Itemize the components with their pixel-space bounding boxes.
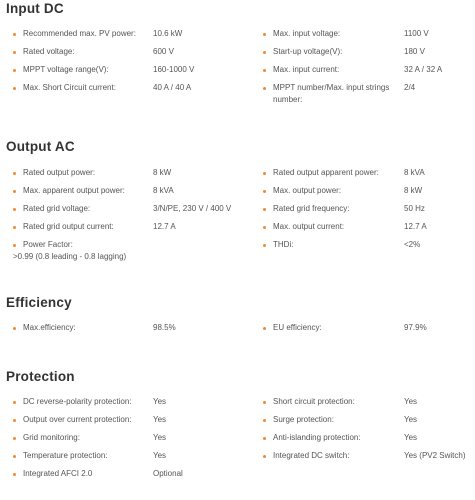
spec-value: 3/N/PE, 230 V / 400 V	[153, 204, 232, 213]
spec-label: Anti-islanding protection:	[273, 433, 361, 442]
bullet-icon	[13, 33, 16, 36]
spec-label: Integrated DC switch:	[273, 451, 350, 460]
section-title: Efficiency	[6, 295, 72, 310]
spec-value: Yes	[153, 451, 167, 460]
bullet-icon	[263, 419, 266, 422]
bullet-icon	[263, 455, 266, 458]
spec-label: Power Factor:	[23, 240, 73, 249]
spec-label: Surge protection:	[273, 415, 334, 424]
spec-label: EU efficiency:	[273, 323, 322, 332]
spec-value: 40 A / 40 A	[153, 83, 192, 92]
bullet-icon	[13, 455, 16, 458]
spec-label: MPPT voltage range(V):	[23, 65, 109, 74]
spec-value: 1100 V	[404, 29, 429, 38]
spec-label: Rated voltage:	[23, 47, 75, 56]
spec-value: 50 Hz	[404, 204, 425, 213]
spec-label: Rated grid output current:	[23, 222, 114, 231]
spec-label: Short circuit protection:	[273, 397, 355, 406]
spec-value: 32 A / 32 A	[404, 65, 443, 74]
spec-label: MPPT number/Max. input strings number:	[273, 83, 390, 104]
section-title: Output AC	[6, 139, 75, 154]
section-title: Protection	[6, 369, 75, 384]
bullet-icon	[13, 327, 16, 330]
spec-label: Max. input voltage:	[273, 29, 341, 38]
spec-value: Yes	[153, 397, 167, 406]
spec-value: 8 kVA	[153, 186, 174, 195]
spec-label: Rated output apparent power:	[273, 168, 379, 177]
spec-label: DC reverse-polarity protection:	[23, 397, 132, 406]
bullet-icon	[13, 87, 16, 90]
bullet-icon	[263, 244, 266, 247]
spec-label: Output over current protection:	[23, 415, 132, 424]
spec-value: Optional	[153, 469, 183, 478]
spec-value: Yes	[404, 415, 418, 424]
spec-value: 2/4	[404, 83, 416, 92]
spec-value: 10.6 kW	[153, 29, 183, 38]
spec-label: Rated output power:	[23, 168, 96, 177]
spec-value: 180 V	[404, 47, 425, 56]
spec-label: Max. output current:	[273, 222, 345, 231]
bullet-icon	[13, 208, 16, 211]
bullet-icon	[13, 69, 16, 72]
spec-value: <2%	[404, 240, 421, 249]
bullet-icon	[13, 401, 16, 404]
spec-value: >0.99 (0.8 leading - 0.8 lagging)	[13, 252, 127, 261]
bullet-icon	[13, 473, 16, 476]
bullet-icon	[263, 172, 266, 175]
spec-value: Yes	[153, 415, 167, 424]
bullet-icon	[13, 244, 16, 247]
bullet-icon	[263, 51, 266, 54]
bullet-icon	[13, 437, 16, 440]
spec-label: THDi:	[273, 240, 294, 249]
bullet-icon	[263, 87, 266, 90]
bullet-icon	[263, 190, 266, 193]
bullet-icon	[263, 401, 266, 404]
bullet-icon	[13, 51, 16, 54]
spec-label: Max. input current:	[273, 65, 340, 74]
bullet-icon	[13, 226, 16, 229]
spec-label: Max.efficiency:	[23, 323, 76, 332]
spec-value: 8 kW	[404, 186, 423, 195]
bullet-icon	[263, 226, 266, 229]
spec-value: Yes (PV2 Switch)	[404, 451, 466, 460]
spec-value: Yes	[404, 397, 418, 406]
spec-label: Rated grid voltage:	[23, 204, 91, 213]
spec-value: 12.7 A	[404, 222, 427, 231]
bullet-icon	[263, 208, 266, 211]
spec-value: 8 kW	[153, 168, 172, 177]
spec-value: Yes	[153, 433, 167, 442]
spec-value: 8 kVA	[404, 168, 425, 177]
bullet-icon	[13, 419, 16, 422]
spec-value: 12.7 A	[153, 222, 176, 231]
spec-label: Temperature protection:	[23, 451, 108, 460]
bullet-icon	[263, 69, 266, 72]
spec-value: Yes	[404, 433, 418, 442]
bullet-icon	[263, 437, 266, 440]
spec-value: 160-1000 V	[153, 65, 195, 74]
spec-label: Grid monitoring:	[23, 433, 80, 442]
bullet-icon	[263, 327, 266, 330]
spec-label: Integrated AFCI 2.0	[23, 469, 93, 478]
section-title: Input DC	[6, 1, 64, 16]
spec-label: Max. output power:	[273, 186, 342, 195]
bullet-icon	[13, 172, 16, 175]
spec-value: 98.5%	[153, 323, 176, 332]
bullet-icon	[13, 190, 16, 193]
spec-label: Start-up voltage(V):	[273, 47, 343, 56]
spec-label: Max. apparent output power:	[23, 186, 125, 195]
spec-label: Recommended max. PV power:	[23, 29, 136, 38]
spec-label: Max. Short Circuit current:	[23, 83, 116, 92]
bullet-icon	[263, 33, 266, 36]
spec-value: 600 V	[153, 47, 174, 56]
spec-label: Rated grid frequency:	[273, 204, 350, 213]
spec-value: 97.9%	[404, 323, 427, 332]
